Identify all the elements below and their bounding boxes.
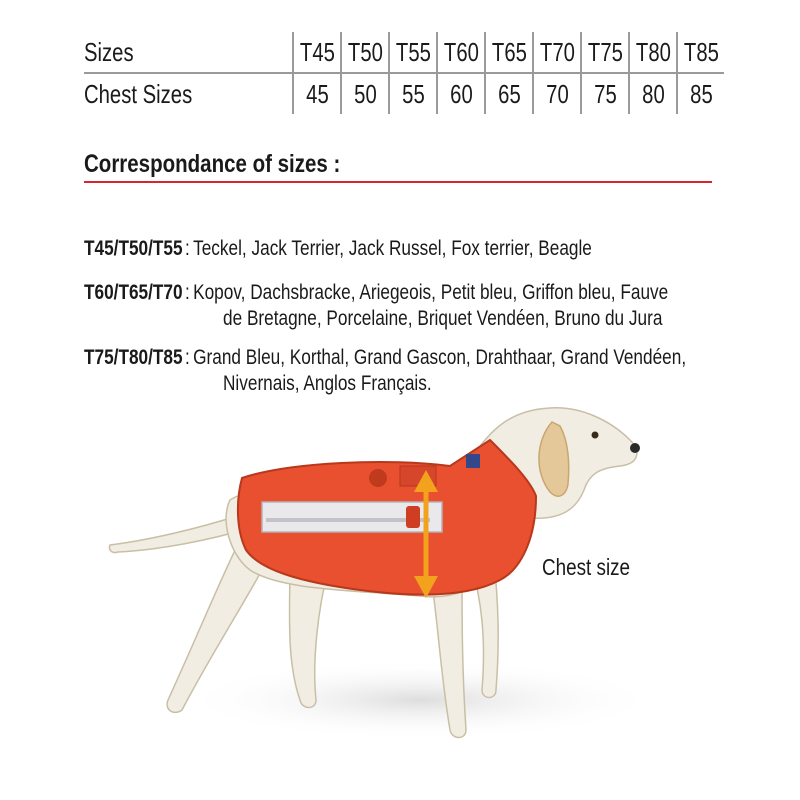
dog-shadow [180,660,650,740]
size-code: T60/T65/T70 [84,281,183,304]
dog-eye [592,432,599,439]
size-cell: T75 [587,36,623,67]
size-code: T45/T50/T55 [84,237,183,260]
heading-divider [84,181,712,183]
chest-sizes-row [84,73,724,114]
chest-size-label-text: Chest size [542,554,631,580]
breed-list-continued: de Bretagne, Porcelaine, Briquet Vendéen, Bruno du Jura [223,307,663,330]
size-cell: T80 [635,36,671,67]
size-table [84,32,724,114]
breed-group [84,345,800,397]
breed-group [84,280,796,332]
chest-size-cell: 80 [641,78,665,109]
breed-group [84,236,703,262]
chest-size-cell: 45 [305,78,329,109]
size-cell: T65 [491,36,527,67]
dog-nose [630,443,640,453]
separator: : [185,281,190,304]
size-cell: T45 [299,36,335,67]
chest-size-cell: 70 [545,78,569,109]
separator: : [185,237,190,260]
breed-group-line [84,345,686,371]
chest-size-cell: 85 [689,78,713,109]
chest-size-cell: 55 [401,78,425,109]
breed-list-continued: Nivernais, Anglos Français. [223,372,432,395]
orange-vest [238,440,536,595]
size-cell: T60 [443,36,479,67]
chest-size-cell: 50 [353,78,377,109]
size-cell: T55 [395,36,431,67]
breed-list: Teckel, Jack Terrier, Jack Russel, Fox terrier, Beagle [193,237,592,260]
correspondence-heading [84,150,397,179]
size-code: T75/T80/T85 [84,346,183,369]
chest-size-cell: 60 [449,78,473,109]
breed-list: Grand Bleu, Korthal, Grand Gascon, Drahthaar, Grand Vendéen, [193,346,687,369]
chest-size-label [542,554,649,581]
chest-size-cell: 75 [593,78,617,109]
breed-group-line [84,236,592,262]
sizes-row [84,32,724,73]
chest-sizes-row-label: Chest Sizes [84,78,193,109]
correspondence-heading-text: Correspondance of sizes : [84,150,341,178]
size-cell: T70 [539,36,575,67]
size-cell: T50 [347,36,383,67]
breed-list: Kopov, Dachsbracke, Ariegeois, Petit bleu, Griffon bleu, Fauve [193,281,669,304]
chest-size-cell: 65 [497,78,521,109]
separator: : [185,346,190,369]
size-cell: T85 [683,36,719,67]
sizes-row-label: Sizes [84,36,134,67]
breed-group-line [84,280,668,306]
